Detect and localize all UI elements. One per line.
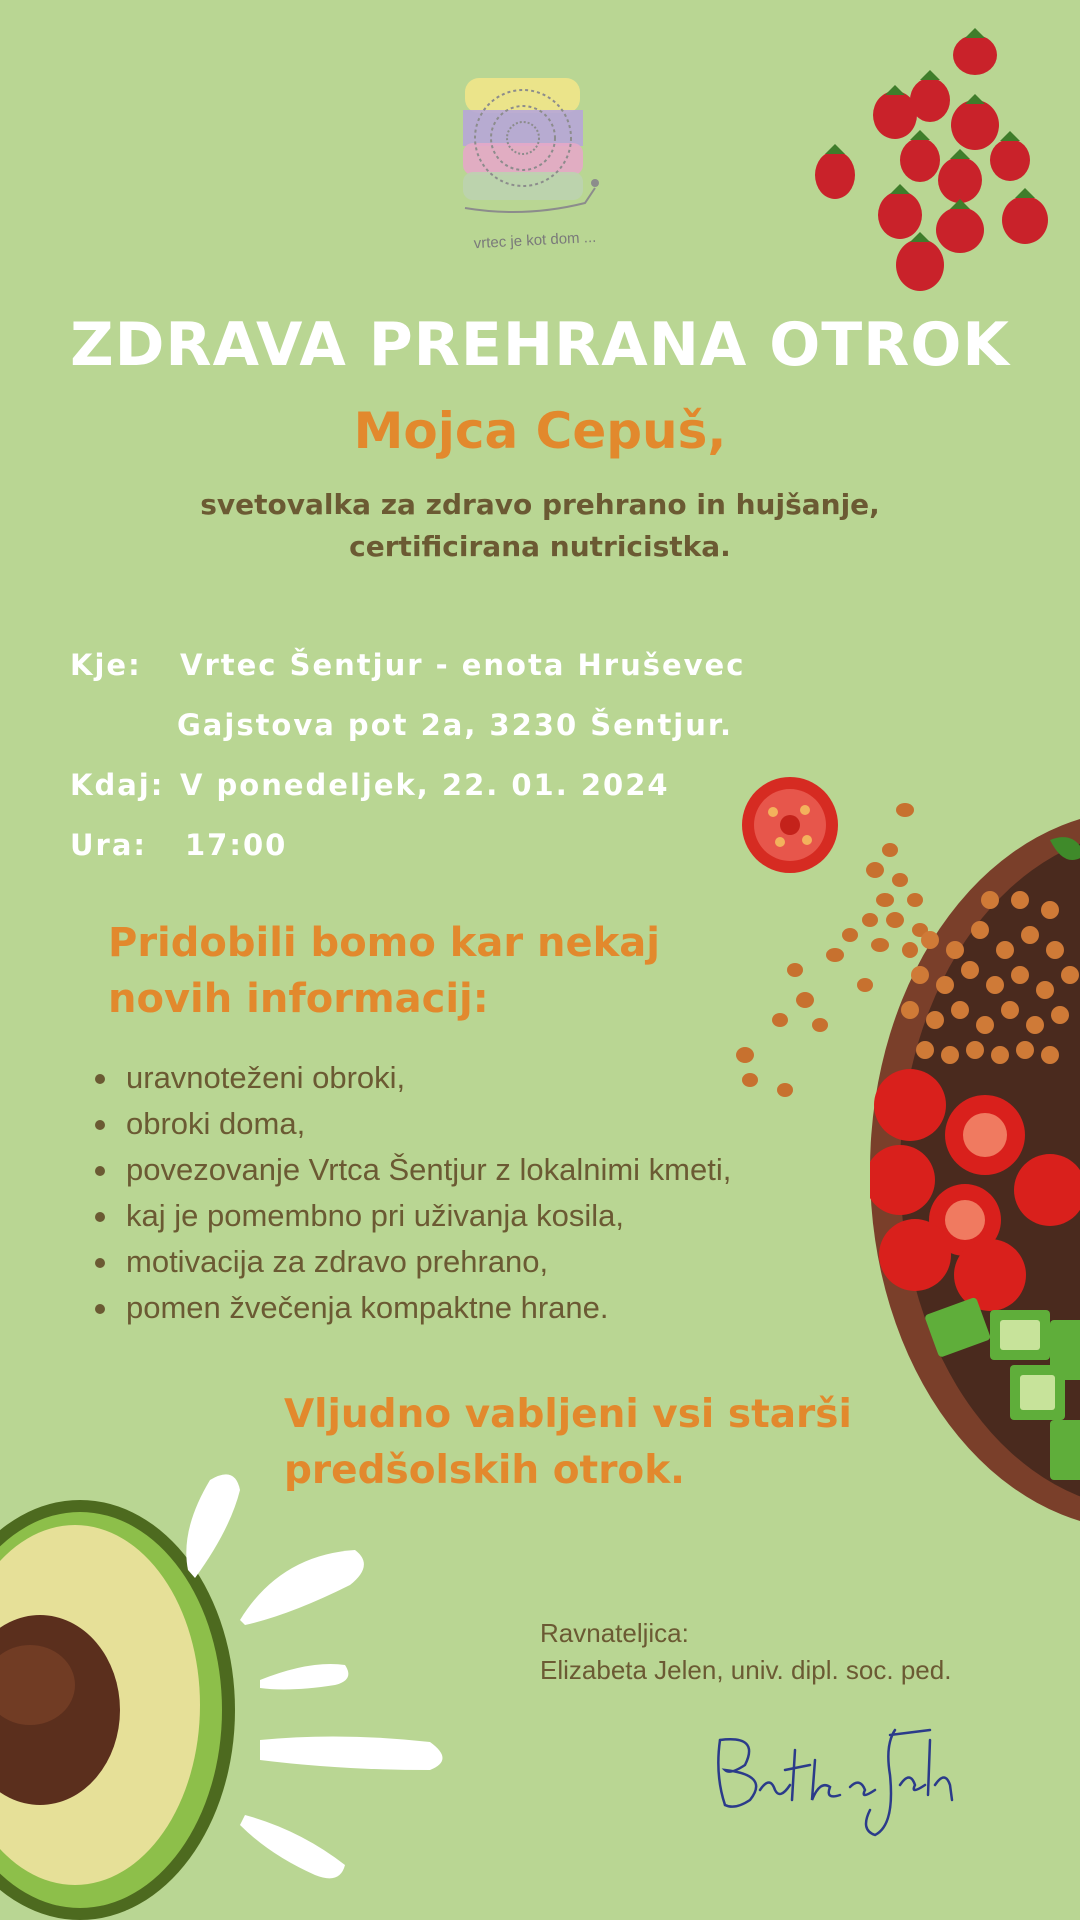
list-item: povezovanje Vrtca Šentjur z lokalnimi kmeti,	[95, 1147, 731, 1193]
invitation-line: predšolskih otrok.	[284, 1448, 685, 1493]
list-item: obroki doma,	[95, 1101, 731, 1147]
when-value: V ponedeljek, 22. 01. 2024	[180, 768, 670, 802]
time-value: 17:00	[185, 828, 288, 862]
speaker-role	[0, 484, 1080, 568]
strawberries-image	[800, 20, 1070, 300]
list-item: kaj je pomembno pri uživanja kosila,	[95, 1193, 731, 1239]
salad-bowl-image	[870, 800, 1080, 1540]
info-heading-line: novih informacij:	[108, 976, 489, 1022]
speaker-role-line: certificirana nutricistka.	[349, 530, 731, 563]
list-item: uravnoteženi obroki,	[95, 1055, 731, 1101]
time-label: Ura:	[70, 828, 148, 862]
event-title: ZDRAVA PREHRANA OTROK	[70, 310, 1010, 380]
list-item: motivacija za zdravo prehrano,	[95, 1239, 731, 1285]
signature-image	[700, 1715, 960, 1845]
where-value: Vrtec Šentjur - enota Hruševec	[180, 648, 746, 682]
topic-list	[95, 1055, 731, 1331]
director-label: Ravnateljica:	[540, 1618, 689, 1648]
list-item: pomen žvečenja kompaktne hrane.	[95, 1285, 731, 1331]
speaker-name: Mojca Cepuš,	[353, 402, 727, 460]
logo-caption: vrtec je kot dom ...	[473, 228, 597, 253]
director-name: Elizabeta Jelen, univ. dipl. soc. ped.	[540, 1655, 952, 1685]
address-value: Gajstova pot 2a, 3230 Šentjur.	[177, 708, 734, 742]
invitation-text	[284, 1387, 884, 1499]
decorative-splashes	[170, 1470, 470, 1890]
invitation-line: Vljudno vabljeni vsi starši	[284, 1392, 852, 1437]
info-heading	[108, 915, 728, 1027]
when-label: Kdaj:	[70, 768, 165, 802]
info-heading-line: Pridobili bomo kar nekaj	[108, 920, 660, 966]
where-label: Kje:	[70, 648, 142, 682]
speaker-role-line: svetovalka za zdravo prehrano in hujšanje,	[200, 488, 880, 521]
